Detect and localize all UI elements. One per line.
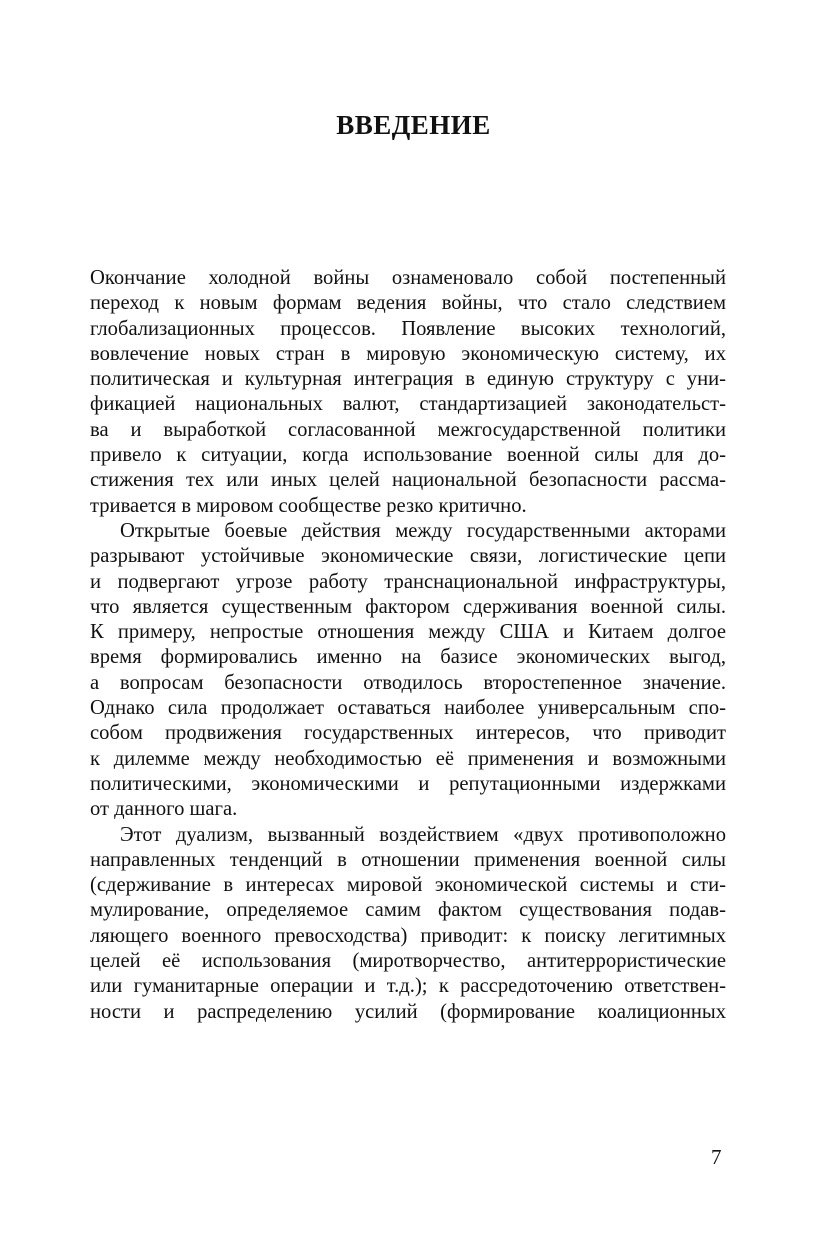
page-number: 7 [711,1145,722,1169]
text-line: Однако сила продолжает оставаться наиболее универсальным спо- [90,697,726,720]
text-line: вовлечение новых стран в мировую экономическую систему, их [90,342,726,365]
text-line: собом продвижения государственных интересов, что приводит [90,722,726,745]
text-line: политическими, экономическими и репутационными издержками [90,772,726,795]
text-line: привело к ситуации, когда использование военной силы для до- [90,444,726,467]
text-line: к дилемме между необходимостью её применения и возможными [90,747,726,770]
text-line: направленных тенденций в отношении применения военной силы [90,848,726,871]
text-line: тривается в мировом сообществе резко критично. [90,494,527,517]
text-line: переход к новым формам ведения войны, что стало следствием [90,292,726,315]
text-line: К примеру, непростые отношения между США и Китаем долгое [90,621,726,644]
text-line: что является существенным фактором сдерживания военной силы. [90,595,726,618]
text-line: стижения тех или иных целей национальной безопасности рассма- [90,469,726,492]
text-line: Окончание холодной войны ознаменовало собой постепенный [90,267,726,289]
text-line: от данного шага. [90,798,238,821]
text-line: ности и распределению усилий (формирование коалиционных [90,1000,726,1023]
chapter-heading: ВВЕДЕНИЕ [336,110,491,140]
text-line: политическая и культурная интеграция в единую структуру с уни- [90,368,726,391]
text-line: а вопросам безопасности отводилось второстепенное значение. [90,671,726,694]
text-line: ва и выработкой согласованной межгосударственной политики [90,418,726,441]
text-line: (сдерживание в интересах мировой экономической системы и сти- [90,874,726,897]
paragraph-1 [90,266,726,519]
text-line: и подвергают угрозе работу транснациональной инфраструктуры, [90,570,726,593]
body-text [90,266,726,1025]
text-line: или гуманитарные операции и т.д.); к рассредоточению ответствен- [90,975,726,998]
text-line: фикацией национальных валют, стандартизацией законодательст- [90,393,726,416]
text-line: время формировались именно на базисе экономических выгод, [90,646,726,669]
text-line: ляющего военного превосходства) приводит: к поиску легитимных [90,924,726,947]
text-line: глобализационных процессов. Появление высоких технологий, [90,317,726,340]
text-line: Этот дуализм, вызванный воздействием «двух противоположно [120,823,726,846]
paragraph-2 [90,519,726,823]
text-line: целей её использования (миротворчество, антитеррористические [90,950,726,973]
text-line: разрывают устойчивые экономические связи, логистические цепи [90,545,726,568]
text-line: мулирование, определяемое самим фактом существования подав- [90,899,726,922]
text-line: Открытые боевые действия между государственными акторами [120,519,726,542]
paragraph-3 [90,823,726,1025]
